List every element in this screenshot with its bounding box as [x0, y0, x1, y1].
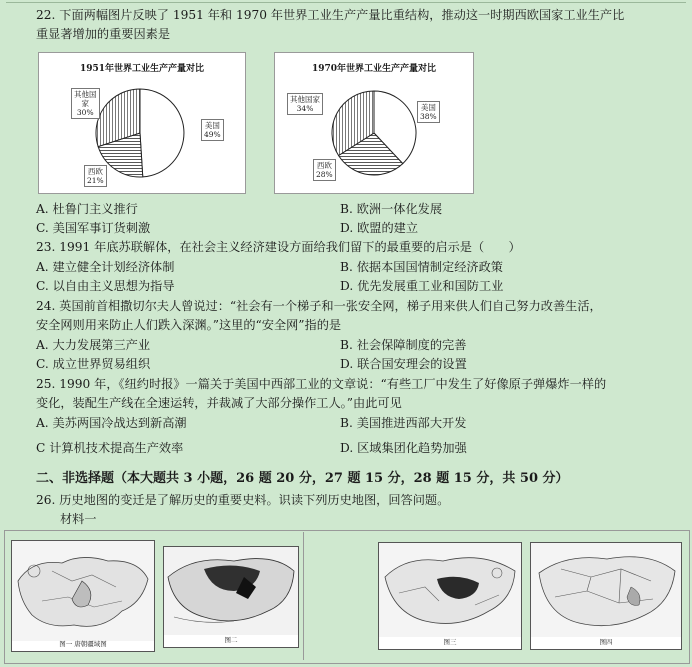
pie-chart-1970-title: 1970年世界工业生产产量对比	[311, 64, 437, 74]
q25-stem-line1: 25. 1990 年，《纽约时报》一篇关于美国中西部工业的文章说：“有些工厂中发生了好像原子弹爆炸一样的	[36, 377, 607, 391]
pie-1951-label-we-name: 西欧	[87, 167, 103, 176]
q25-option-d: D. 区域集团化趋势加强	[340, 441, 467, 455]
q22-option-c: C. 美国军事订货刺激	[36, 221, 151, 235]
pie-1970-label-other-value: 34%	[296, 104, 314, 113]
map-1	[11, 540, 155, 652]
map-2	[163, 546, 299, 648]
pie-1951-label-usa	[201, 119, 224, 141]
map-3-caption: 图三	[443, 638, 457, 646]
q22-option-a: A. 杜鲁门主义推行	[36, 202, 138, 216]
pie-1951-label-other-name1: 其他国	[74, 90, 97, 99]
q24-option-c: C. 成立世界贸易组织	[36, 357, 151, 371]
section2-heading: 二、非选择题（本大题共 3 小题，26 题 20 分，27 题 15 分，28 题 15 分，共 50 分）	[36, 471, 569, 486]
map-1-caption: 图一 唐朝疆域图	[59, 640, 107, 648]
pie-chart-1970-svg	[275, 53, 473, 193]
map-1-drawing	[12, 541, 154, 641]
pie-1951-label-other-value: 30%	[76, 108, 94, 117]
q26-stem: 26. 历史地图的变迁是了解历史的重要史料。识读下列历史地图，回答问题。	[36, 493, 450, 507]
pie-chart-1951	[38, 52, 246, 194]
q22-option-b: B. 欧洲一体化发展	[340, 202, 443, 216]
q24-stem-line2: 安全网则用来防止人们跌入深渊。”这里的“安全网”指的是	[36, 318, 342, 332]
q25-option-b: B. 美国推进西部大开发	[340, 416, 467, 430]
q25-option-a: A. 美苏两国冷战达到新高潮	[36, 416, 187, 430]
pie-1970-label-we	[313, 159, 336, 181]
pie-1970-label-other-name: 其他国家	[290, 95, 320, 104]
q22-stem-line2: 重显著增加的重要因素是	[36, 27, 171, 41]
pie-1970-label-we-name: 西欧	[316, 161, 332, 170]
map-2-drawing	[164, 547, 298, 635]
q23-option-d: D. 优先发展重工业和国防工业	[340, 279, 504, 293]
q24-option-d: D. 联合国安理会的设置	[340, 357, 467, 371]
pie-1970-label-usa-value: 38%	[420, 112, 437, 121]
pie-1970-label-we-value: 28%	[316, 170, 333, 179]
q24-option-a: A. 大力发展第三产业	[36, 338, 151, 352]
pie-slice-1951-usa	[140, 89, 184, 177]
pie-chart-1951-title: 1951年世界工业生产产量对比	[79, 64, 205, 74]
top-rule	[6, 2, 686, 3]
map-3-drawing	[379, 543, 521, 637]
q26-material: 材料一	[60, 512, 97, 526]
map-4-caption: 图四	[599, 638, 613, 646]
pie-chart-1970	[274, 52, 474, 194]
pie-1970-label-other	[287, 93, 323, 115]
q22-stem-line1: 22. 下面两幅图片反映了 1951 年和 1970 年世界工业生产产量比重结构，推动这一时期西欧国家工业生产比	[36, 8, 625, 22]
q23-option-b: B. 依据本国国情制定经济政策	[340, 260, 503, 274]
q23-option-c: C. 以自由主义思想为指导	[36, 279, 175, 293]
map-4	[530, 542, 682, 650]
q24-option-b: B. 社会保障制度的完善	[340, 338, 467, 352]
map-row-divider	[303, 532, 304, 660]
pie-1951-label-other-name2: 家	[81, 99, 89, 108]
pie-1951-label-usa-name: 美国	[204, 121, 220, 130]
pie-1951-label-usa-value: 49%	[204, 130, 221, 139]
q23-stem: 23. 1991 年底苏联解体，在社会主义经济建设方面给我们留下的最重要的启示是（ ）	[36, 240, 521, 254]
pie-1951-label-we-value: 21%	[87, 176, 104, 185]
q25-stem-line2: 变化，装配生产线在全速运转，并裁减了大部分操作工人。”由此可见	[36, 396, 402, 410]
q25-option-c: C 计算机技术提高生产效率	[36, 441, 184, 455]
q23-option-a: A. 建立健全计划经济体制	[36, 260, 175, 274]
q24-stem-line1: 24. 英国前首相撒切尔夫人曾说过：“社会有一个梯子和一张安全网，梯子用来供人们自己努力改善生活，	[36, 299, 602, 313]
map-2-caption: 图二	[224, 636, 238, 644]
map-4-drawing	[531, 543, 681, 637]
map-3	[378, 542, 522, 650]
q22-option-d: D. 欧盟的建立	[340, 221, 419, 235]
pie-1970-label-usa	[417, 101, 440, 123]
pie-1970-label-usa-name: 美国	[420, 103, 436, 112]
pie-1951-label-we	[84, 165, 107, 187]
pie-1951-label-other	[71, 88, 100, 119]
